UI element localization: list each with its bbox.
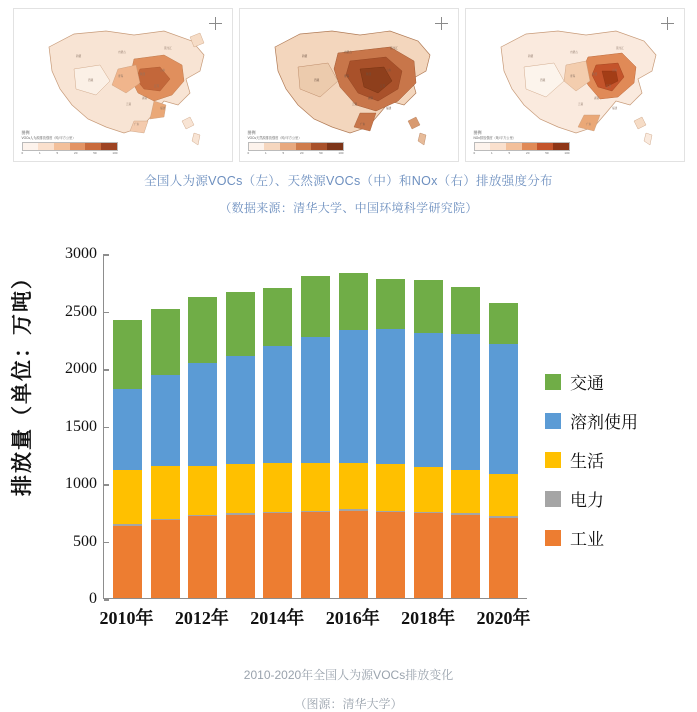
svg-text:福建: 福建 (385, 107, 391, 110)
svg-text:新疆: 新疆 (75, 55, 81, 58)
svg-text:江苏: 江苏 (153, 85, 159, 88)
y-axis-tick: 0 (89, 590, 104, 608)
legend-label: 生活 (570, 452, 604, 471)
x-axis-tick-label: 2014年 (250, 608, 305, 628)
map-legend-biogenic (248, 130, 344, 155)
bar-segment-工业 (376, 512, 405, 598)
legend-color-chip (545, 452, 561, 468)
svg-text:山东: 山东 (159, 69, 165, 72)
bar-segment-交通 (414, 280, 443, 333)
bar-segment-溶剂使用 (151, 375, 180, 466)
bar-segment-工业 (113, 526, 142, 598)
y-axis-tick: 3000 (65, 245, 104, 263)
bar-segment-工业 (263, 513, 292, 598)
bar-segment-交通 (113, 320, 142, 389)
map-legend-subtitle: NOx排放强度（吨/平方公里） (473, 135, 516, 140)
svg-text:广东: 广东 (359, 123, 365, 126)
svg-text:陕西: 陕西 (365, 73, 371, 76)
bar-segment-溶剂使用 (226, 356, 255, 465)
bar-segment-交通 (339, 273, 368, 331)
map-card-anthropogenic-vocs[interactable] (13, 8, 233, 162)
bar-segment-工业 (451, 515, 480, 598)
chart-plot-area (65, 245, 527, 607)
bar-2016年[interactable] (339, 273, 368, 598)
svg-text:福建: 福建 (159, 107, 165, 110)
svg-text:黑龙江: 黑龙江 (163, 47, 172, 50)
map-zoom-plus-icon[interactable] (435, 17, 448, 30)
bar-segment-溶剂使用 (301, 337, 330, 462)
svg-text:黑龙江: 黑龙江 (615, 47, 624, 50)
bar-segment-溶剂使用 (188, 363, 217, 467)
svg-text:福建: 福建 (611, 107, 617, 110)
svg-text:西藏: 西藏 (87, 79, 93, 82)
bar-segment-工业 (339, 511, 368, 598)
bar-2014年[interactable] (263, 288, 292, 598)
bar-segment-生活 (451, 470, 480, 514)
legend-label: 工业 (570, 530, 604, 549)
maps-row (0, 0, 697, 162)
legend-item-溶剂使用[interactable] (545, 408, 638, 433)
legend-label: 电力 (570, 491, 604, 510)
svg-text:西藏: 西藏 (539, 79, 545, 82)
svg-text:青海: 青海 (343, 75, 349, 78)
bar-segment-溶剂使用 (451, 334, 480, 469)
bar-segment-生活 (151, 466, 180, 519)
legend-label: 溶剂使用 (570, 413, 638, 432)
legend-color-chip (545, 491, 561, 507)
svg-text:黑龙江: 黑龙江 (389, 47, 398, 50)
map-legend-title: 图例 (21, 130, 30, 136)
svg-text:湖南: 湖南 (367, 97, 373, 100)
svg-text:江苏: 江苏 (605, 85, 611, 88)
legend-item-生活[interactable] (545, 447, 638, 472)
bar-segment-交通 (263, 288, 292, 346)
svg-text:云南: 云南 (351, 103, 357, 106)
bar-segment-生活 (339, 463, 368, 510)
legend-item-工业[interactable] (545, 525, 638, 550)
legend-item-电力[interactable] (545, 486, 638, 511)
bar-segment-生活 (376, 464, 405, 511)
bar-segment-工业 (489, 518, 518, 599)
bar-segment-溶剂使用 (113, 389, 142, 471)
legend-label: 交通 (570, 374, 604, 393)
y-axis-title: 排放量（单位：万吨） (11, 266, 34, 496)
svg-text:广东: 广东 (133, 123, 139, 126)
bar-segment-生活 (263, 463, 292, 512)
maps-source: （数据来源：清华大学、中国环境科学研究院） (219, 201, 478, 215)
svg-text:广东: 广东 (585, 123, 591, 126)
svg-text:云南: 云南 (577, 103, 583, 106)
svg-text:山东: 山东 (611, 69, 617, 72)
svg-text:陕西: 陕西 (139, 73, 145, 76)
map-legend-title: 图例 (473, 130, 482, 136)
bar-2020年[interactable] (489, 303, 518, 598)
svg-text:内蒙古: 内蒙古 (117, 51, 126, 54)
vocs-stacked-bar-chart (0, 244, 697, 664)
bar-segment-交通 (489, 303, 518, 344)
bar-segment-生活 (188, 466, 217, 515)
bar-segment-交通 (226, 292, 255, 355)
svg-text:新疆: 新疆 (527, 55, 533, 58)
svg-text:新疆: 新疆 (301, 55, 307, 58)
bar-2012年[interactable] (188, 297, 217, 598)
y-axis-tick: 1500 (65, 418, 104, 436)
legend-color-chip (545, 374, 561, 390)
bar-segment-溶剂使用 (339, 330, 368, 462)
svg-text:青海: 青海 (117, 75, 123, 78)
map-legend-swatches (22, 142, 118, 151)
bar-segment-工业 (301, 512, 330, 598)
bars-group (104, 254, 527, 598)
map-zoom-plus-icon[interactable] (661, 17, 674, 30)
x-axis-tick-label: 2016年 (325, 608, 380, 628)
svg-text:云南: 云南 (125, 103, 131, 106)
legend-color-chip (545, 413, 561, 429)
legend-item-交通[interactable] (545, 369, 638, 394)
bar-segment-溶剂使用 (376, 329, 405, 464)
bar-segment-生活 (301, 463, 330, 511)
map-legend-swatches (248, 142, 344, 151)
y-axis-tick: 2500 (65, 303, 104, 321)
map-legend-nox (474, 130, 570, 155)
bar-segment-生活 (113, 470, 142, 524)
bar-segment-工业 (151, 520, 180, 598)
x-axis-tick-label: 2020年 (476, 608, 531, 628)
svg-text:西藏: 西藏 (313, 79, 319, 82)
map-card-biogenic-vocs[interactable] (239, 8, 459, 162)
bar-segment-溶剂使用 (263, 346, 292, 463)
map-card-nox[interactable] (465, 8, 685, 162)
map-zoom-plus-icon[interactable] (209, 17, 222, 30)
map-legend-subtitle: VOCs天然源排放强度（吨/平方公里） (247, 135, 302, 140)
map-legend-ticks: 0 1 5 20 50 100 (21, 150, 118, 155)
svg-text:青海: 青海 (569, 75, 575, 78)
chart-caption: 2010-2020年全国人为源VOCs排放变化 (243, 668, 454, 682)
svg-text:江苏: 江苏 (379, 85, 385, 88)
bar-segment-交通 (151, 309, 180, 376)
y-axis-tick: 500 (73, 533, 104, 551)
bar-segment-交通 (188, 297, 217, 363)
bar-segment-工业 (414, 513, 443, 598)
svg-text:内蒙古: 内蒙古 (343, 51, 352, 54)
bar-2013年[interactable] (226, 292, 255, 598)
x-axis-tick-label: 2012年 (174, 608, 229, 628)
svg-text:湖南: 湖南 (141, 97, 147, 100)
map-legend-ticks: 0 1 5 20 50 100 (247, 150, 344, 155)
svg-text:内蒙古: 内蒙古 (569, 51, 578, 54)
x-axis-tick-label: 2010年 (99, 608, 154, 628)
bar-2010年[interactable] (113, 320, 142, 599)
bar-2015年[interactable] (301, 276, 330, 598)
bar-segment-生活 (226, 464, 255, 513)
svg-text:湖南: 湖南 (593, 97, 599, 100)
map-legend-subtitle: VOCs人为源排放强度（吨/平方公里） (21, 135, 76, 140)
map-legend-anthropogenic (22, 130, 118, 155)
y-axis-tick: 2000 (65, 360, 104, 378)
map-legend-title: 图例 (247, 130, 256, 136)
bar-segment-生活 (414, 467, 443, 512)
map-legend-ticks: 0 1 5 20 50 100 (473, 150, 570, 155)
bar-segment-溶剂使用 (414, 333, 443, 468)
bar-segment-工业 (226, 515, 255, 598)
bar-segment-交通 (376, 279, 405, 330)
bar-segment-生活 (489, 474, 518, 516)
y-axis-tick: 1000 (65, 475, 104, 493)
bar-2017年[interactable] (376, 279, 405, 598)
bar-segment-交通 (451, 287, 480, 334)
svg-text:山东: 山东 (385, 69, 391, 72)
svg-text:陕西: 陕西 (591, 73, 597, 76)
bar-2019年[interactable] (451, 287, 480, 598)
legend-color-chip (545, 530, 561, 546)
bar-segment-工业 (188, 516, 217, 598)
maps-caption: 全国人为源VOCs（左）、天然源VOCs（中）和NOx（右）排放强度分布 (144, 174, 553, 188)
chart-source: （图源：清华大学） (294, 697, 403, 711)
bar-segment-溶剂使用 (489, 344, 518, 475)
bar-segment-交通 (301, 276, 330, 337)
x-axis-labels (99, 604, 531, 632)
bar-2011年[interactable] (151, 309, 180, 598)
map-legend-swatches (474, 142, 570, 151)
bar-2018年[interactable] (414, 280, 443, 598)
x-axis-tick-label: 2018年 (401, 608, 456, 628)
chart-legend (545, 369, 638, 564)
